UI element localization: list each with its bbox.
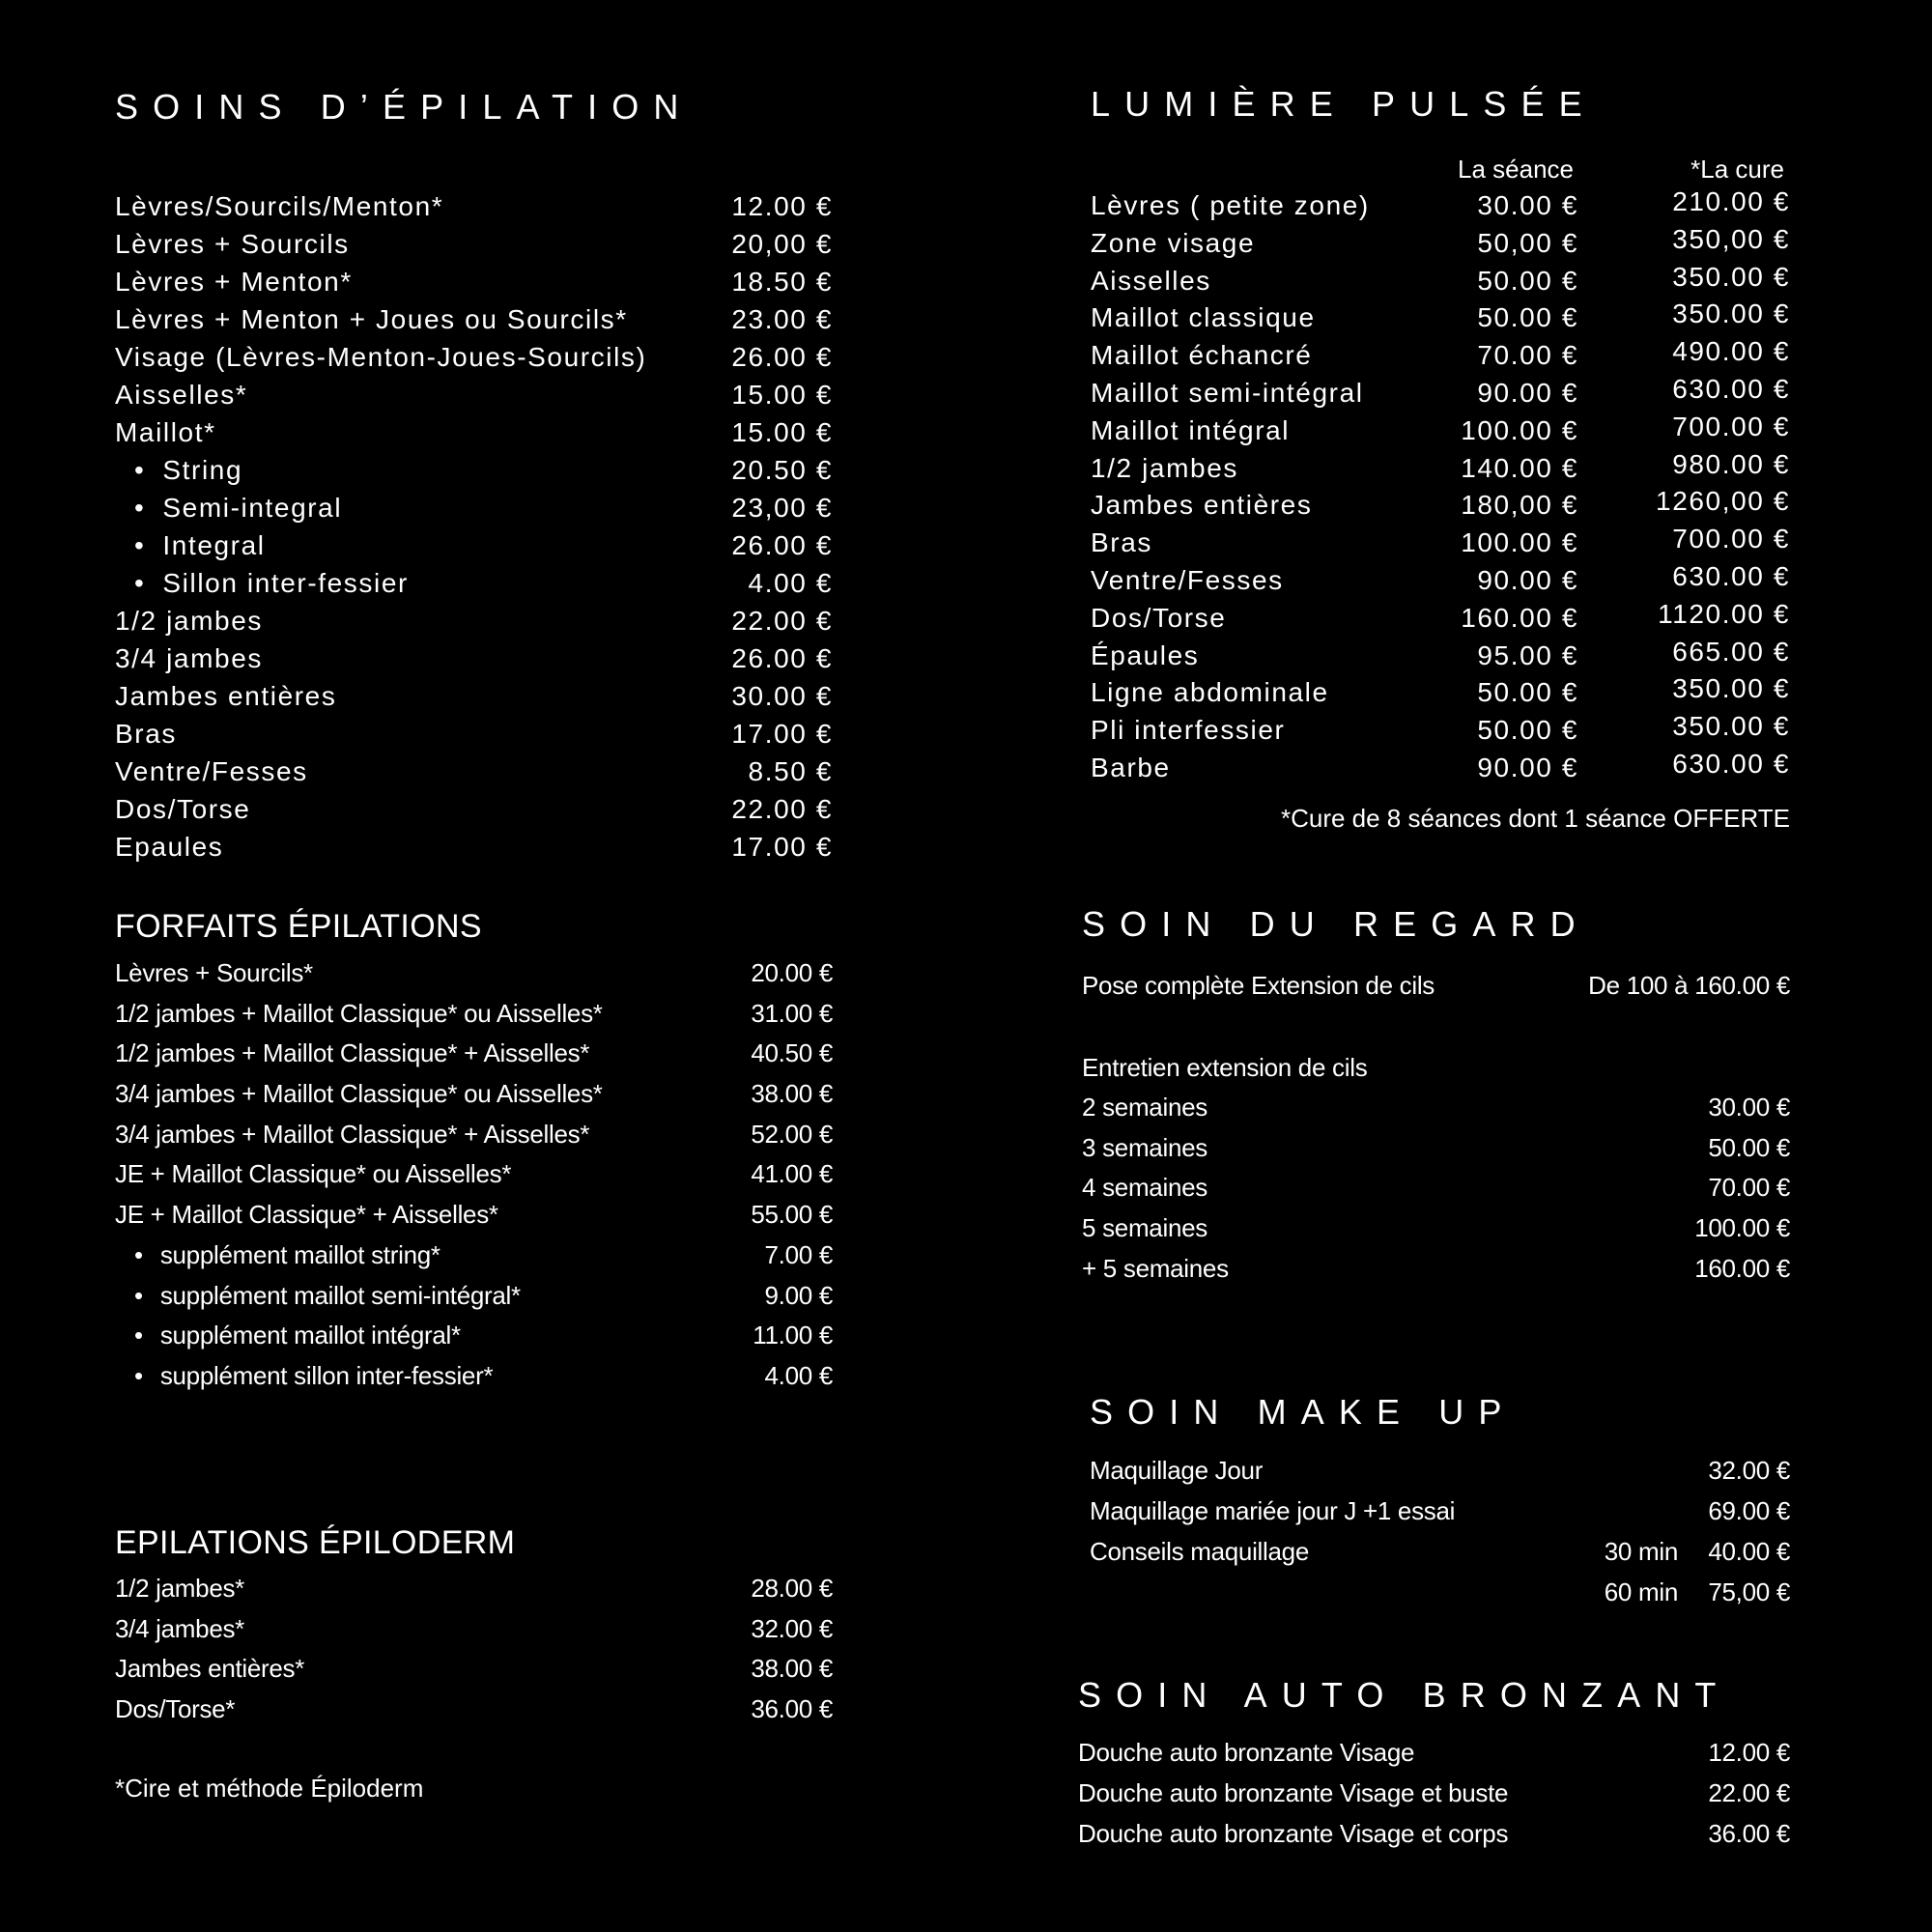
list-item xyxy=(1082,1168,1790,1208)
item-label: Douche auto bronzante Visage xyxy=(1078,1738,1415,1767)
item-price: 30.00 € xyxy=(1708,1093,1790,1122)
seance-price: 100.00 € xyxy=(1461,414,1578,445)
item-label: + 5 semaines xyxy=(1082,1253,1229,1283)
item-duration: 30 min xyxy=(1604,1537,1678,1566)
section-title-soins-epilation: SOINS D’ÉPILATION xyxy=(115,87,694,127)
item-price: 8.50 € xyxy=(748,756,833,786)
item-label: Maillot* xyxy=(115,417,216,447)
item-label: 1/2 jambes xyxy=(1091,452,1238,483)
seance-price: 160.00 € xyxy=(1461,602,1578,633)
item-price: 26.00 € xyxy=(731,342,833,372)
seance-price: 90.00 € xyxy=(1477,752,1578,782)
seance-price: 50.00 € xyxy=(1477,715,1578,746)
item-price: 12.00 € xyxy=(731,191,833,221)
list-item xyxy=(1091,525,1790,562)
item-label: Visage (Lèvres-Menton-Joues-Sourcils) xyxy=(115,342,647,372)
item-label: Dos/Torse xyxy=(115,794,251,824)
list-item xyxy=(115,187,833,225)
item-price: 100.00 € xyxy=(1694,1213,1790,1243)
list-item xyxy=(115,715,833,753)
item-price: 9.00 € xyxy=(764,1280,833,1310)
list-item xyxy=(115,1649,833,1690)
item-label: Bras xyxy=(1091,527,1152,558)
list-item xyxy=(115,1609,833,1650)
list-item xyxy=(1091,750,1790,787)
item-label: 5 semaines xyxy=(1082,1213,1208,1243)
list-item xyxy=(1091,600,1790,638)
list-item xyxy=(115,953,833,994)
item-label: • Sillon inter-fessier xyxy=(134,564,409,602)
item-label: Maillot semi-intégral xyxy=(1091,377,1364,408)
item-label: Lèvres + Sourcils xyxy=(115,229,350,259)
list-item xyxy=(115,1074,833,1115)
item-label: Barbe xyxy=(1091,752,1171,782)
item-label: Lèvres ( petite zone) xyxy=(1091,190,1370,220)
list-item xyxy=(1091,299,1790,337)
list-item xyxy=(115,1316,833,1356)
bronzant-price-list xyxy=(1078,1732,1790,1854)
cure-price: 700.00 € xyxy=(1672,524,1790,554)
pose-label: Pose complète Extension de cils xyxy=(1082,971,1435,1000)
item-label: Epaules xyxy=(115,832,224,862)
item-price: 26.00 € xyxy=(731,643,833,673)
item-price: 22.00 € xyxy=(731,794,833,824)
seance-price: 50.00 € xyxy=(1477,677,1578,708)
list-item xyxy=(115,828,833,866)
item-label: Ventre/Fesses xyxy=(1091,564,1284,595)
cure-price: 700.00 € xyxy=(1672,411,1790,441)
item-label: 1/2 jambes xyxy=(115,606,263,636)
item-price: 32.00 € xyxy=(1708,1456,1790,1485)
section-title-epiloderm: EPILATIONS ÉPILODERM xyxy=(115,1524,516,1561)
item-price: 36.00 € xyxy=(751,1694,833,1724)
item-price: 55.00 € xyxy=(751,1200,833,1230)
entretien-heading: Entretien extension de cils xyxy=(1082,1053,1368,1082)
seance-price: 100.00 € xyxy=(1461,527,1578,558)
item-label: Dos/Torse* xyxy=(115,1694,236,1724)
epilation-price-list xyxy=(115,187,833,866)
item-duration: 60 min xyxy=(1604,1577,1678,1606)
list-item xyxy=(115,1034,833,1074)
seance-price: 140.00 € xyxy=(1461,452,1578,483)
item-label: Pli interfessier xyxy=(1091,715,1286,746)
item-price: 31.00 € xyxy=(751,998,833,1028)
list-item xyxy=(115,526,833,564)
list-item xyxy=(115,1690,833,1730)
list-item xyxy=(1078,1813,1790,1854)
pose-complete-row xyxy=(1082,966,1790,1005)
item-label: • Semi-integral xyxy=(134,489,342,526)
list-item xyxy=(1090,1450,1790,1491)
list-item xyxy=(115,602,833,639)
cure-price: 630.00 € xyxy=(1672,560,1790,591)
item-price: 15.00 € xyxy=(731,380,833,410)
item-label: Maillot intégral xyxy=(1091,414,1291,445)
cure-price: 1260,00 € xyxy=(1656,486,1790,517)
item-price: 28.00 € xyxy=(751,1574,833,1603)
makeup-price-list xyxy=(1090,1450,1790,1612)
section-title-forfaits: FORFAITS ÉPILATIONS xyxy=(115,908,482,945)
item-price: 36.00 € xyxy=(1708,1819,1790,1848)
cure-price: 350.00 € xyxy=(1672,711,1790,742)
list-item xyxy=(1091,263,1790,300)
item-price: 7.00 € xyxy=(764,1239,833,1269)
section-title-auto-bronzant: SOIN AUTO BRONZANT xyxy=(1078,1675,1731,1715)
seance-price: 70.00 € xyxy=(1477,340,1578,371)
list-item xyxy=(1078,1732,1790,1773)
pose-price: De 100 à 160.00 € xyxy=(1588,971,1790,1000)
item-label: 1/2 jambes + Maillot Classique* ou Aisselles* xyxy=(115,998,603,1028)
item-price: 38.00 € xyxy=(751,1654,833,1684)
item-price: 50.00 € xyxy=(1708,1132,1790,1162)
list-item xyxy=(115,677,833,715)
list-item xyxy=(115,1356,833,1397)
item-label: Conseils maquillage xyxy=(1090,1537,1309,1566)
item-price: 30.00 € xyxy=(731,681,833,711)
item-label: • supplément maillot semi-intégral* xyxy=(134,1276,521,1317)
seance-price: 90.00 € xyxy=(1477,377,1578,408)
cure-price: 350.00 € xyxy=(1672,261,1790,292)
item-price: 23.00 € xyxy=(731,304,833,334)
item-price: 18.50 € xyxy=(731,267,833,297)
column-header-cure: *La cure xyxy=(1690,155,1784,184)
item-label: 3/4 jambes xyxy=(115,643,263,673)
item-label: Lèvres + Menton* xyxy=(115,267,353,297)
list-item xyxy=(115,1276,833,1317)
item-label: Aisselles* xyxy=(115,380,248,410)
list-item xyxy=(1091,712,1790,750)
list-item xyxy=(115,225,833,263)
section-title-soin-regard: SOIN DU REGARD xyxy=(1082,904,1590,944)
list-item xyxy=(1091,450,1790,488)
item-label: Maillot échancré xyxy=(1091,340,1313,371)
item-label: JE + Maillot Classique* ou Aisselles* xyxy=(115,1159,512,1189)
item-label: • supplément maillot intégral* xyxy=(134,1316,461,1356)
item-label: 3/4 jambes + Maillot Classique* ou Aisselles* xyxy=(115,1079,603,1109)
cure-price: 490.00 € xyxy=(1672,336,1790,367)
item-price: 23,00 € xyxy=(731,493,833,523)
item-label: • Integral xyxy=(134,526,266,564)
item-label: Lèvres + Menton + Joues ou Sourcils* xyxy=(115,304,628,334)
seance-price: 180,00 € xyxy=(1461,490,1578,521)
item-label: • String xyxy=(134,451,242,489)
item-price: 160.00 € xyxy=(1694,1253,1790,1283)
item-price: 22.00 € xyxy=(731,606,833,636)
entretien-price-list xyxy=(1082,1088,1790,1289)
lumiere-price-list xyxy=(1091,187,1790,787)
list-item xyxy=(1091,375,1790,412)
item-price: 22.00 € xyxy=(1708,1778,1790,1807)
list-item xyxy=(1090,1572,1790,1612)
cure-price: 665.00 € xyxy=(1672,636,1790,667)
section-title-make-up: SOIN MAKE UP xyxy=(1090,1392,1517,1432)
cure-footnote: *Cure de 8 séances dont 1 séance OFFERTE xyxy=(1280,804,1790,833)
list-item xyxy=(115,790,833,828)
list-item xyxy=(115,338,833,376)
item-label: 2 semaines xyxy=(1082,1093,1208,1122)
item-label: Jambes entières xyxy=(115,681,337,711)
seance-price: 50.00 € xyxy=(1477,265,1578,296)
list-item xyxy=(115,994,833,1035)
seance-price: 90.00 € xyxy=(1477,564,1578,595)
item-label: Maillot classique xyxy=(1091,302,1316,333)
item-label: Douche auto bronzante Visage et buste xyxy=(1078,1778,1509,1807)
item-label: • supplément sillon inter-fessier* xyxy=(134,1356,493,1397)
list-item xyxy=(1091,487,1790,525)
list-item xyxy=(1082,1249,1790,1290)
cure-price: 630.00 € xyxy=(1672,748,1790,779)
cure-price: 350.00 € xyxy=(1672,673,1790,704)
item-label: Bras xyxy=(115,719,177,749)
list-item xyxy=(1091,638,1790,675)
item-label: • supplément maillot string* xyxy=(134,1236,440,1276)
item-price: 75,00 € xyxy=(1708,1577,1790,1606)
forfaits-price-list xyxy=(115,953,833,1397)
seance-price: 50,00 € xyxy=(1477,227,1578,258)
cure-price: 630.00 € xyxy=(1672,373,1790,404)
item-label: Ventre/Fesses xyxy=(115,756,308,786)
seance-price: 30.00 € xyxy=(1477,190,1578,220)
item-label: Jambes entières xyxy=(1091,490,1313,521)
item-price: 40.50 € xyxy=(751,1038,833,1068)
column-header-seance: La séance xyxy=(1458,155,1574,184)
list-item xyxy=(1082,1208,1790,1249)
item-label: JE + Maillot Classique* + Aisselles* xyxy=(115,1200,498,1230)
item-label: 1/2 jambes + Maillot Classique* + Aisselles* xyxy=(115,1038,590,1068)
item-label: Jambes entières* xyxy=(115,1654,305,1684)
section-title-lumiere-pulsee: LUMIÈRE PULSÉE xyxy=(1091,84,1597,124)
item-price: 17.00 € xyxy=(731,832,833,862)
item-label: 4 semaines xyxy=(1082,1173,1208,1203)
cure-price: 980.00 € xyxy=(1672,448,1790,479)
list-item xyxy=(115,564,833,602)
item-price: 26.00 € xyxy=(731,530,833,560)
item-price: 4.00 € xyxy=(748,568,833,598)
item-price: 12.00 € xyxy=(1708,1738,1790,1767)
list-item xyxy=(115,413,833,451)
list-item xyxy=(115,1569,833,1609)
item-price: 17.00 € xyxy=(731,719,833,749)
item-label: 3/4 jambes* xyxy=(115,1613,244,1643)
item-label: Lèvres + Sourcils* xyxy=(115,958,313,987)
cure-price: 1120.00 € xyxy=(1658,598,1790,629)
list-item xyxy=(115,451,833,489)
item-price: 70.00 € xyxy=(1708,1173,1790,1203)
list-item xyxy=(115,1236,833,1276)
list-item xyxy=(115,1154,833,1195)
list-item xyxy=(1091,337,1790,375)
epiloderm-footnote: *Cire et méthode Épiloderm xyxy=(115,1774,424,1803)
list-item xyxy=(1090,1491,1790,1531)
item-price: 38.00 € xyxy=(751,1079,833,1109)
cure-price: 350.00 € xyxy=(1672,298,1790,329)
list-item xyxy=(1091,187,1790,225)
item-label: Douche auto bronzante Visage et corps xyxy=(1078,1819,1509,1848)
item-label: Ligne abdominale xyxy=(1091,677,1329,708)
seance-price: 50.00 € xyxy=(1477,302,1578,333)
item-label: Dos/Torse xyxy=(1091,602,1227,633)
item-price: 20,00 € xyxy=(731,229,833,259)
list-item xyxy=(1082,1088,1790,1128)
item-label: 3/4 jambes + Maillot Classique* + Aisselles* xyxy=(115,1119,590,1149)
item-price: 4.00 € xyxy=(764,1360,833,1390)
item-price: 52.00 € xyxy=(751,1119,833,1149)
item-price: 20.00 € xyxy=(751,958,833,987)
item-label: Lèvres/Sourcils/Menton* xyxy=(115,191,444,221)
cure-price: 210.00 € xyxy=(1672,186,1790,216)
item-price: 69.00 € xyxy=(1708,1496,1790,1525)
epiloderm-price-list xyxy=(115,1569,833,1730)
item-price: 15.00 € xyxy=(731,417,833,447)
item-label: Aisselles xyxy=(1091,265,1211,296)
list-item xyxy=(115,300,833,338)
list-item xyxy=(115,376,833,413)
list-item xyxy=(1082,1128,1790,1169)
item-label: 3 semaines xyxy=(1082,1132,1208,1162)
item-label: 1/2 jambes* xyxy=(115,1574,244,1603)
item-label: Zone visage xyxy=(1091,227,1256,258)
list-item xyxy=(115,1115,833,1155)
list-item xyxy=(115,753,833,790)
item-label: Maquillage mariée jour J +1 essai xyxy=(1090,1496,1456,1525)
list-item xyxy=(1078,1773,1790,1813)
list-item xyxy=(1091,225,1790,263)
seance-price: 95.00 € xyxy=(1477,639,1578,670)
list-item xyxy=(1091,412,1790,450)
cure-price: 350,00 € xyxy=(1672,223,1790,254)
item-price: 11.00 € xyxy=(753,1321,833,1350)
list-item xyxy=(115,1195,833,1236)
list-item xyxy=(1091,674,1790,712)
item-price: 40.00 € xyxy=(1708,1537,1790,1566)
list-item xyxy=(115,489,833,526)
item-price: 32.00 € xyxy=(751,1613,833,1643)
list-item xyxy=(115,639,833,677)
item-label: Maquillage Jour xyxy=(1090,1456,1264,1485)
item-price: 20.50 € xyxy=(731,455,833,485)
list-item xyxy=(115,263,833,300)
item-label: Épaules xyxy=(1091,639,1200,670)
list-item xyxy=(1091,562,1790,600)
list-item xyxy=(1090,1531,1790,1572)
item-price: 41.00 € xyxy=(751,1159,833,1189)
